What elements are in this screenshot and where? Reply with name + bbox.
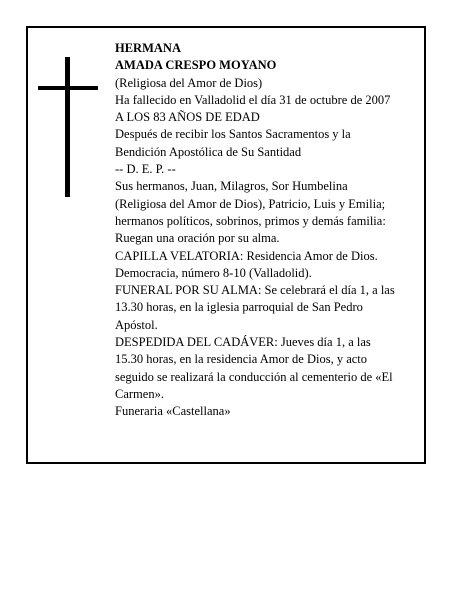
notice-line: Carmen». (115, 386, 164, 401)
notice-line: AMADA CRESPO MOYANO (115, 58, 277, 73)
notice-line: Ha fallecido en Valladolid el día 31 de octubre de 2007 (115, 92, 391, 107)
notice-line: FUNERAL POR SU ALMA: Se celebrará el día 1, a las (115, 283, 395, 298)
notice-line: 15.30 horas, en la residencia Amor de Dios, y acto (115, 352, 368, 367)
notice-line: CAPILLA VELATORIA: Residencia Amor de Dios. (115, 248, 378, 263)
notice-line: Después de recibir los Santos Sacramentos y la (115, 127, 351, 142)
cross-horizontal-bar (38, 86, 98, 90)
cross-icon (38, 57, 98, 197)
obituary-notice (26, 26, 426, 464)
notice-line: Apóstol. (115, 317, 158, 332)
notice-text (115, 40, 425, 421)
notice-line: Democracia, número 8-10 (Valladolid). (115, 265, 312, 280)
cross-vertical-bar (65, 57, 70, 197)
notice-line: 13.30 horas, en la iglesia parroquial de San Pedro (115, 300, 363, 315)
notice-line: HERMANA (115, 41, 181, 55)
notice-line: Funeraria «Castellana» (115, 404, 231, 419)
notice-line: -- D. E. P. -- (115, 162, 176, 177)
notice-line: (Religiosa del Amor de Dios), Patricio, Luis y Emilia; (115, 196, 386, 211)
notice-line: hermanos políticos, sobrinos, primos y demás familia: (115, 213, 386, 228)
notice-line: Bendición Apostólica de Su Santidad (115, 144, 302, 159)
notice-line: Ruegan una oración por su alma. (115, 231, 280, 246)
notice-line: Sus hermanos, Juan, Milagros, Sor Humbelina (115, 179, 348, 194)
notice-line: DESPEDIDA DEL CADÁVER: Jueves día 1, a las (115, 335, 371, 350)
notice-line: seguido se realizará la conducción al cementerio de «El (115, 369, 393, 384)
notice-line: (Religiosa del Amor de Dios) (115, 75, 263, 90)
notice-line: A LOS 83 AÑOS DE EDAD (115, 110, 260, 125)
